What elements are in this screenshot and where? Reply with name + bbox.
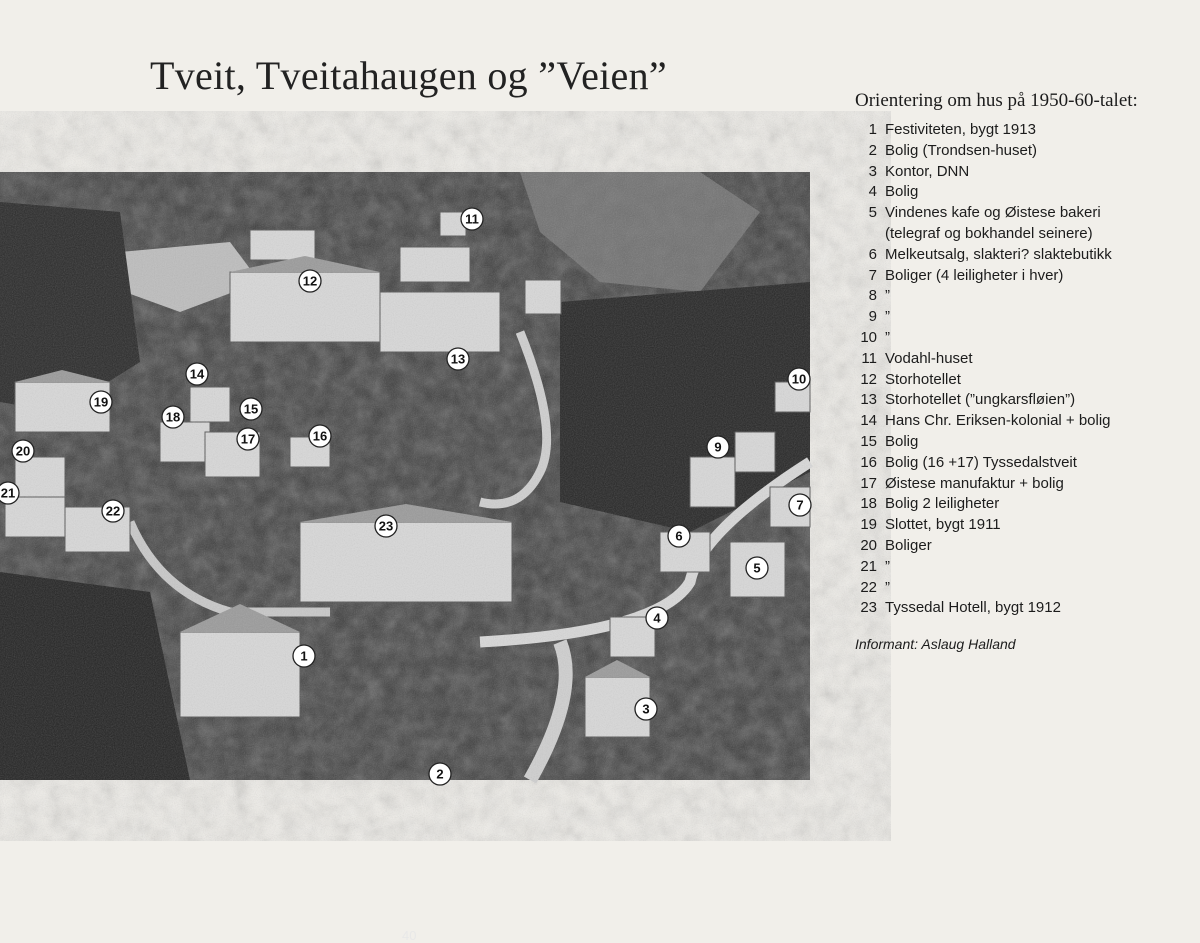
photo-marker-label: 21 xyxy=(0,485,16,501)
legend-item xyxy=(855,453,1195,474)
legend-item-text: Storhotellet xyxy=(885,370,961,388)
legend-item xyxy=(855,411,1195,432)
legend-item xyxy=(855,203,1195,224)
aerial-photo xyxy=(0,172,810,943)
photo-marker xyxy=(186,363,208,385)
legend-item-number: 5 xyxy=(868,204,877,222)
legend-item-number: 9 xyxy=(868,308,877,326)
legend-item xyxy=(855,474,1195,495)
legend-item-number: 2 xyxy=(868,141,877,159)
legend-item xyxy=(855,286,1195,307)
photo-marker-label: 16 xyxy=(312,428,328,444)
legend-item xyxy=(855,515,1195,536)
page-number: 40 xyxy=(402,928,417,943)
photo-marker xyxy=(309,425,331,447)
legend-item-number: 3 xyxy=(868,162,877,180)
photo-marker-label: 19 xyxy=(93,394,109,410)
photo-marker-label: 9 xyxy=(714,439,722,455)
page-title: Tveit, Tveitahaugen og ”Veien” xyxy=(150,53,667,98)
legend-item xyxy=(855,120,1195,141)
photo-marker-label: 14 xyxy=(189,366,205,382)
photo-marker xyxy=(461,208,483,230)
legend-item-number xyxy=(855,224,877,245)
legend-item xyxy=(855,432,1195,453)
legend-item-number: 15 xyxy=(860,432,877,450)
photo-marker-label: 3 xyxy=(642,701,650,717)
photo-marker xyxy=(635,698,657,720)
legend-item-text: Kontor, DNN xyxy=(885,162,970,180)
legend-item-number: 14 xyxy=(860,412,877,430)
legend-item-text: Vindenes kafe og Øistese bakeri xyxy=(885,204,1101,222)
photo-marker xyxy=(375,515,397,537)
legend-item-number: 8 xyxy=(868,287,877,305)
legend-item xyxy=(855,307,1195,328)
legend-item xyxy=(855,390,1195,411)
legend-item-text: Øistese manufaktur + bolig xyxy=(885,474,1064,492)
legend-item-text: ” xyxy=(885,328,890,346)
legend-item-text: Melkeutsalg, slakteri? slaktebutikk xyxy=(885,245,1112,263)
legend-item-text: Bolig xyxy=(885,432,919,450)
photo-marker xyxy=(707,436,729,458)
photo-marker xyxy=(299,270,321,292)
photo-marker-label: 20 xyxy=(15,443,31,459)
photo-marker xyxy=(789,494,811,516)
legend-item-text: Vodahl-huset xyxy=(885,349,973,367)
legend-item-number: 21 xyxy=(860,557,877,575)
legend-item xyxy=(855,349,1195,370)
photo-marker-label: 11 xyxy=(465,211,479,227)
legend-item xyxy=(855,182,1195,203)
legend-item xyxy=(855,494,1195,515)
legend-item-number: 7 xyxy=(868,266,877,284)
legend-item-text: ” xyxy=(885,557,890,575)
legend-item-number: 10 xyxy=(860,328,877,346)
legend-item-text: Bolig xyxy=(885,183,919,201)
legend-item xyxy=(855,245,1195,266)
aerial-photo-illustration xyxy=(0,172,810,780)
photo-marker xyxy=(668,525,690,547)
photo-marker xyxy=(240,398,262,420)
legend-item-text: ” xyxy=(885,287,890,305)
legend-item-number: 4 xyxy=(868,183,877,201)
photo-marker xyxy=(788,368,810,390)
legend-item xyxy=(855,536,1195,557)
photo-marker-label: 17 xyxy=(240,431,256,447)
photo-marker xyxy=(429,763,451,785)
legend-item-text: Bolig (Trondsen-huset) xyxy=(885,141,1038,159)
legend-panel xyxy=(855,90,1195,619)
photo-marker-label: 4 xyxy=(653,610,661,626)
photo-marker-label: 10 xyxy=(791,371,807,387)
legend-item-text: (telegraf og bokhandel seinere) xyxy=(885,224,1093,242)
legend-item-number: 23 xyxy=(860,599,877,617)
legend-item xyxy=(855,370,1195,391)
legend-item-text: Tyssedal Hotell, bygt 1912 xyxy=(885,599,1061,617)
photo-marker-label: 12 xyxy=(302,273,318,289)
legend-item-number: 6 xyxy=(868,245,877,263)
informant-credit: Informant: Aslaug Halland xyxy=(855,636,1016,652)
legend-item xyxy=(855,162,1195,183)
photo-marker-label: 18 xyxy=(165,409,181,425)
photo-marker-label: 15 xyxy=(243,401,259,417)
photo-marker-label: 7 xyxy=(796,497,804,513)
photo-marker xyxy=(102,500,124,522)
legend-list xyxy=(855,120,1195,619)
legend-item xyxy=(855,598,1195,619)
legend-item xyxy=(855,557,1195,578)
legend-item-number: 19 xyxy=(860,516,877,534)
legend-item-text: Storhotellet (”ungkarsfløien”) xyxy=(885,391,1076,409)
legend-item-text: Boliger (4 leiligheter i hver) xyxy=(885,266,1064,284)
legend-item-number: 17 xyxy=(860,474,877,492)
legend-item-number: 16 xyxy=(860,453,877,471)
legend-item-text: Festiviteten, bygt 1913 xyxy=(885,121,1036,138)
photo-marker-label: 2 xyxy=(436,766,444,782)
photo-marker xyxy=(12,440,34,462)
photo-marker-label: 13 xyxy=(450,351,466,367)
legend-item xyxy=(855,141,1195,162)
legend-item-number: 12 xyxy=(860,370,877,388)
photo-marker xyxy=(237,428,259,450)
legend-item-text: Bolig 2 leiligheter xyxy=(885,495,1000,513)
photo-marker xyxy=(293,645,315,667)
legend-item xyxy=(855,328,1195,349)
photo-marker-label: 22 xyxy=(105,503,121,519)
legend-item-text: Slottet, bygt 1911 xyxy=(885,516,1001,534)
photo-marker xyxy=(746,557,768,579)
legend-item-number: 13 xyxy=(860,391,877,409)
bleed-through-text-right xyxy=(848,0,968,90)
legend-item-number: 22 xyxy=(860,578,877,596)
legend-item-number: 1 xyxy=(868,121,877,138)
legend-item-number: 20 xyxy=(860,536,877,554)
legend-item xyxy=(855,224,1195,245)
legend-title: Orientering om hus på 1950-60-talet: xyxy=(855,90,1138,111)
legend-item-text: ” xyxy=(885,308,890,326)
photo-marker-label: 1 xyxy=(300,648,308,664)
legend-item-text: Bolig (16 +17) Tyssedalstveit xyxy=(885,453,1077,471)
legend-item xyxy=(855,578,1195,599)
photo-marker xyxy=(162,406,184,428)
photo-marker-label: 5 xyxy=(753,560,761,576)
photo-marker xyxy=(447,348,469,370)
legend-item-text: Boliger xyxy=(885,536,932,554)
photo-marker xyxy=(90,391,112,413)
photo-marker xyxy=(0,482,19,504)
legend-item-number: 11 xyxy=(861,349,877,367)
photo-marker-label: 6 xyxy=(675,528,683,544)
legend-item xyxy=(855,266,1195,287)
legend-item-text: Hans Chr. Eriksen-kolonial + bolig xyxy=(885,412,1111,430)
photo-marker-label: 23 xyxy=(378,518,394,534)
legend-item-text: ” xyxy=(885,578,890,596)
legend-item-number: 18 xyxy=(860,495,877,513)
photo-marker xyxy=(646,607,668,629)
